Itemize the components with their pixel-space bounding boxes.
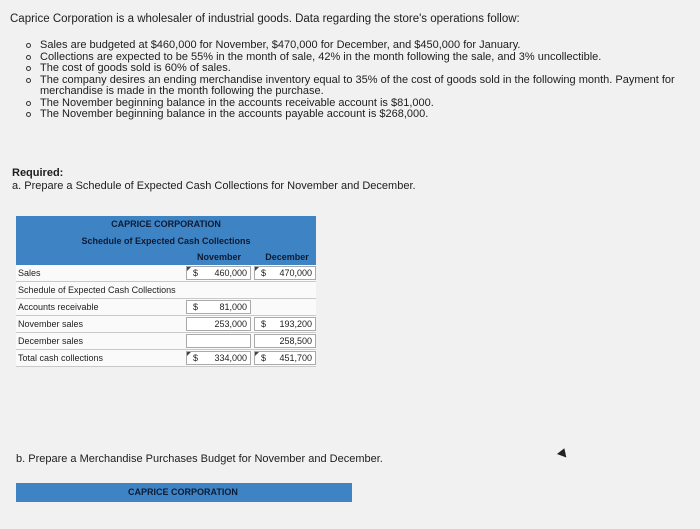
bullet-icon [26,78,31,83]
table-row-december-sales [16,333,316,350]
required-heading: Required: [12,167,64,179]
list-item: The November beginning balance in the accounts payable account is $268,000. [22,109,692,121]
row-label: Accounts receivable [18,302,99,312]
list-item: Collections are expected to be 55% in the month of sale, 42% in the month following the sale, and 3% uncollectible. [22,52,692,64]
purchases-budget-header: CAPRICE CORPORATION [16,483,352,502]
list-item: Sales are budgeted at $460,000 for November, $470,000 for December, and $450,000 for January. [22,40,692,52]
schedule-company-title: CAPRICE CORPORATION [16,216,316,233]
row-label: Sales [18,268,41,278]
schedule-column-headers [16,249,316,265]
row-label: December sales [18,336,84,346]
sales-november-input[interactable]: $ 460,000 [186,266,251,280]
row-label: Total cash collections [18,353,104,363]
problem-intro: Caprice Corporation is a wholesaler of industrial goods. Data regarding the store's operations follow: [10,13,520,25]
bullet-icon [26,43,31,48]
dec-sales-november-input[interactable] [186,334,251,348]
cash-collections-schedule [16,216,316,367]
total-december-input[interactable]: $ 451,700 [254,351,316,365]
mouse-cursor-icon [557,447,569,458]
total-november-input[interactable]: $ 334,000 [186,351,251,365]
bullet-icon [26,112,31,117]
column-november: November [196,252,241,262]
list-item: The cost of goods sold is 60% of sales. [22,63,692,75]
table-row-heading [16,282,316,299]
sales-december-input[interactable]: $ 470,000 [254,266,316,280]
row-label: Schedule of Expected Cash Collections [18,285,176,295]
table-row-total [16,350,316,367]
assumptions-list [22,40,692,121]
bullet-icon [26,66,31,71]
column-december: December [265,252,309,262]
bullet-icon [26,101,31,106]
table-row-accounts-receivable [16,299,316,316]
ar-november-input[interactable]: $ 81,000 [186,300,251,314]
list-item: The company desires an ending merchandise inventory equal to 35% of the cost of goods sold in the following month. Payment for merchandise is made in the month following the purchase. [22,75,692,98]
part-a-instruction: a. Prepare a Schedule of Expected Cash Collections for November and December. [12,180,416,192]
bullet-icon [26,55,31,60]
nov-sales-november-input[interactable]: 253,000 [186,317,251,331]
nov-sales-december-input[interactable]: $ 193,200 [254,317,316,331]
row-label: November sales [18,319,84,329]
dec-sales-december-input[interactable]: 258,500 [254,334,316,348]
part-b-instruction: b. Prepare a Merchandise Purchases Budget for November and December. [16,453,383,465]
list-item: The November beginning balance in the accounts receivable account is $81,000. [22,98,692,110]
table-row-sales [16,265,316,282]
table-row-november-sales [16,316,316,333]
schedule-title: Schedule of Expected Cash Collections [16,233,316,249]
